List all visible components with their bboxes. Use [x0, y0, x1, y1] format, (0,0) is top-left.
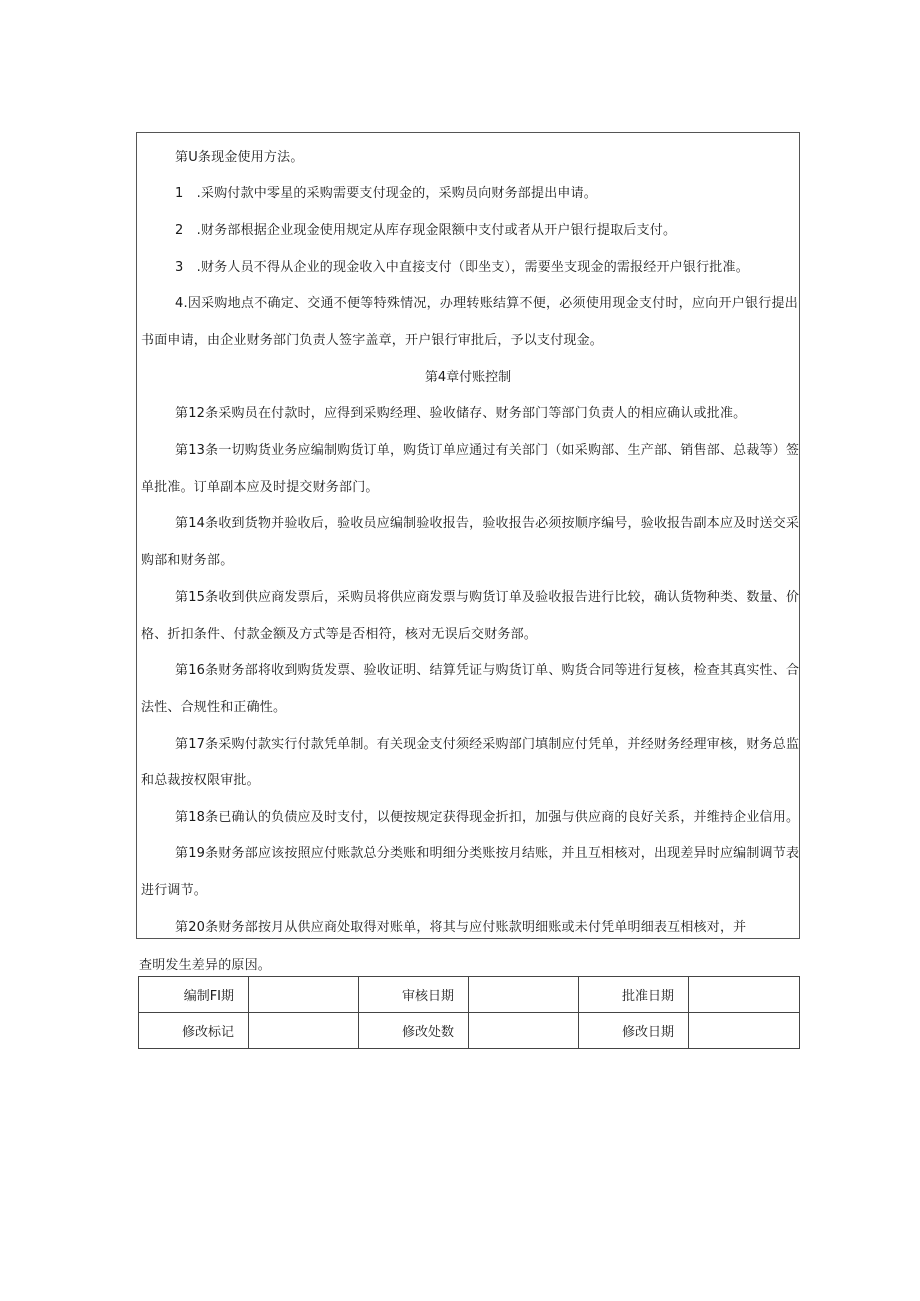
article-13-line-1: 第13条一切购货业务应编制购货订单，购货订单应通过有关部门（如采购部、生产部、销售部、总裁等）签 [175, 443, 800, 458]
compile-date-label: 编制FI期 [139, 977, 249, 1013]
article-14-line-2: 购部和财务部。 [141, 553, 234, 568]
article-11-item-1: 1 .采购付款中零星的采购需要支付现金的，采购员向财务部提出申请。 [175, 186, 598, 201]
article-19-line-1: 第19条财务部应该按照应付账款总分类账和明细分类账按月结账，并且互相核对，出现差异时应编制调节表 [175, 846, 800, 861]
review-date-label: 审核日期 [359, 977, 469, 1013]
article-16-line-2: 法性、合规性和正确性。 [141, 700, 287, 715]
article-12: 第12条采购员在付款时，应得到采购经理、验收储存、财务部门等部门负责人的相应确认或批准。 [175, 406, 747, 421]
article-19-line-2: 进行调节。 [141, 883, 208, 898]
article-11-title: 第U条现金使用方法。 [175, 150, 304, 165]
approve-date-label: 批准日期 [579, 977, 689, 1013]
compile-date-value[interactable] [249, 977, 359, 1013]
article-11-item-3: 3 .财务人员不得从企业的现金收入中直接支付（即坐支），需要坐支现金的需报经开户银行批准。 [175, 260, 749, 275]
table-row [139, 1013, 800, 1049]
approve-date-value[interactable] [689, 977, 800, 1013]
revision-date-value[interactable] [689, 1013, 800, 1049]
article-16-line-1: 第16条财务部将收到购货发票、验收证明、结算凭证与购货订单、购货合同等进行复核，检查其真实性、合 [175, 663, 800, 678]
article-17-line-2: 和总裁按权限审批。 [141, 773, 260, 788]
article-11-item-4-line-2: 书面申请，由企业财务部门负责人签字盖章，开户银行审批后，予以支付现金。 [141, 333, 604, 348]
revision-table [138, 976, 800, 1049]
chapter-heading: 第4章付账控制 [424, 370, 512, 385]
revision-mark-label: 修改标记 [139, 1013, 249, 1049]
article-14-line-1: 第14条收到货物并验收后，验收员应编制验收报告，验收报告必须按顺序编号，验收报告副本应及时送交采 [175, 516, 800, 531]
table-row [139, 977, 800, 1013]
article-11-item-4-line-1: 4.因采购地点不确定、交通不便等特殊情况，办理转账结算不便，必须使用现金支付时，应向开户银行提出 [175, 296, 798, 311]
revision-date-label: 修改日期 [579, 1013, 689, 1049]
article-20-line-1: 第20条财务部按月从供应商处取得对账单，将其与应付账款明细账或未付凭单明细表互相核对，并 [175, 920, 747, 935]
article-11-item-2: 2 .财务部根据企业现金使用规定从库存现金限额中支付或者从开户银行提取后支付。 [175, 223, 677, 238]
review-date-value[interactable] [469, 977, 579, 1013]
article-15-line-2: 格、折扣条件、付款金额及方式等是否相符，核对无误后交财务部。 [141, 627, 538, 642]
article-18: 第18条已确认的负债应及时支付，以便按规定获得现金折扣，加强与供应商的良好关系，并维持企业信用。 [175, 810, 800, 825]
article-17-line-1: 第17条采购付款实行付款凭单制。有关现金支付须经采购部门填制应付凭单，并经财务经理审核，财务总监 [175, 737, 800, 752]
revision-mark-value[interactable] [249, 1013, 359, 1049]
article-13-line-2: 单批准。订单副本应及时提交财务部门。 [141, 480, 379, 495]
revision-count-value[interactable] [469, 1013, 579, 1049]
article-15-line-1: 第15条收到供应商发票后，采购员将供应商发票与购货订单及验收报告进行比较，确认货物种类、数量、价 [175, 590, 800, 605]
article-20-line-2: 查明发生差异的原因。 [139, 958, 272, 973]
revision-count-label: 修改处数 [359, 1013, 469, 1049]
